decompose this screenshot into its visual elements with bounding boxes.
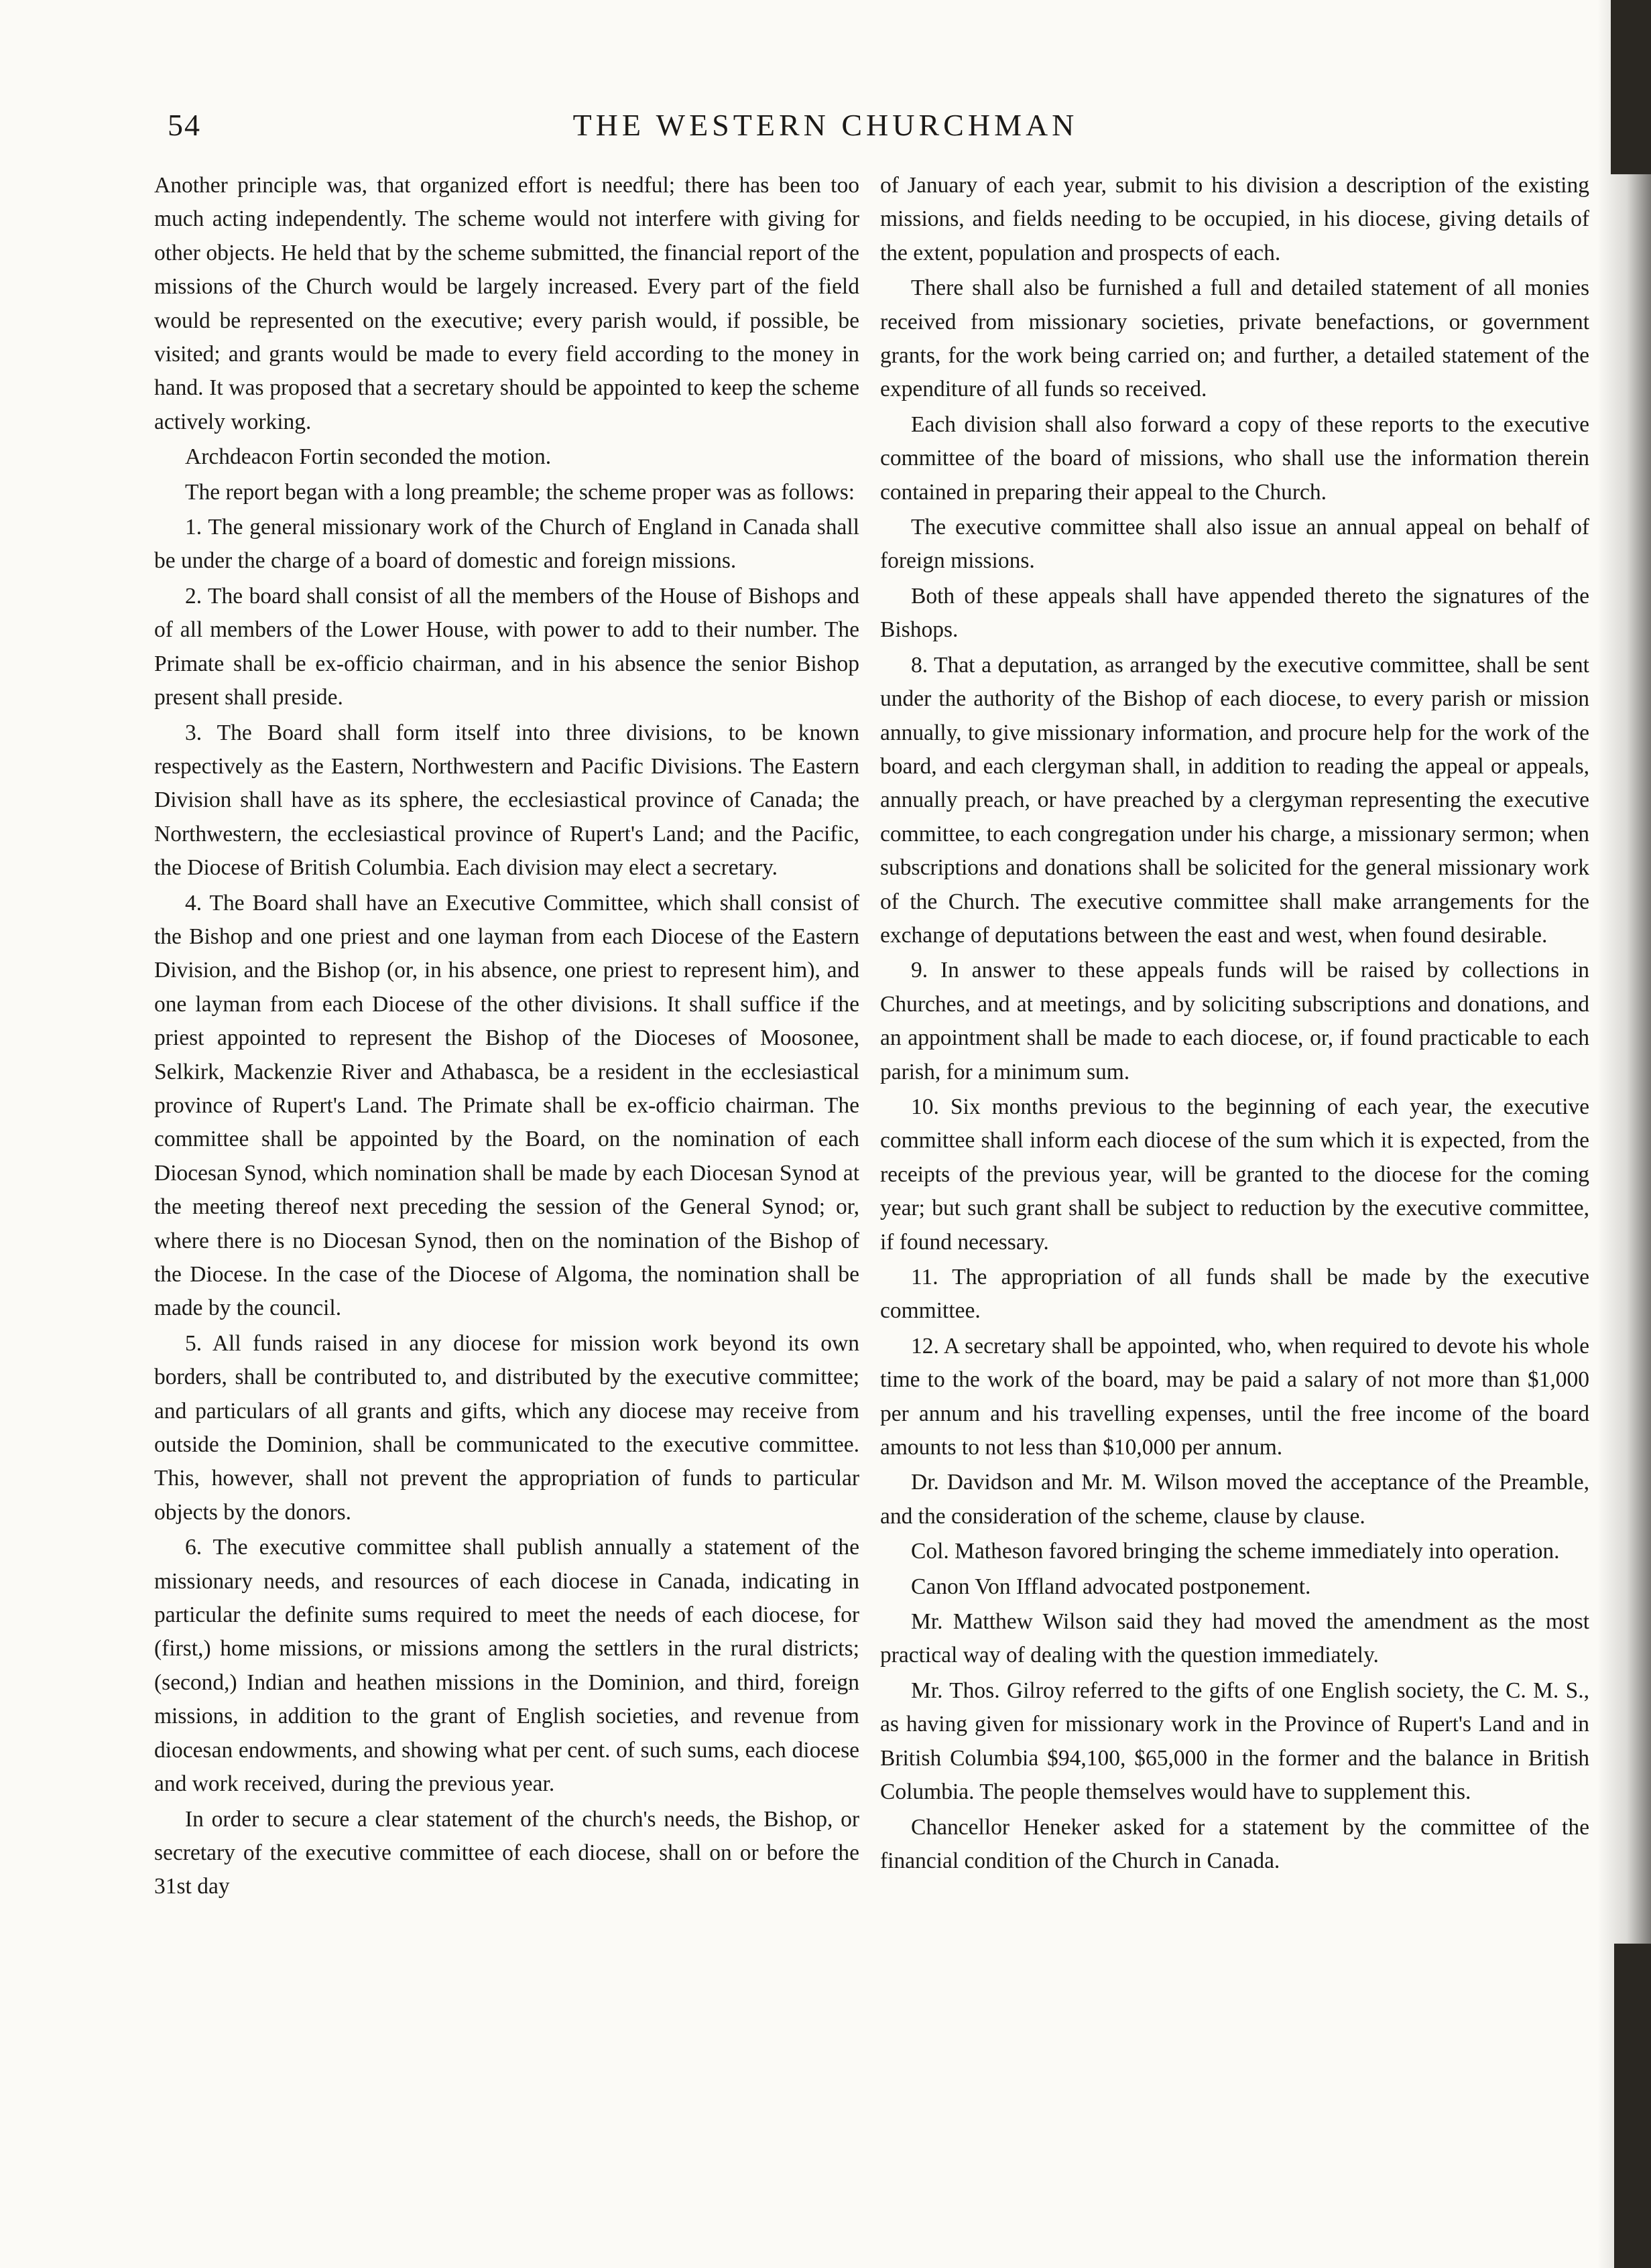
paragraph: Each division shall also forward a copy of these reports to the executive committee of the board of missions, who shall use the information therein contained in preparing their appeal to the Church. [880,412,1589,505]
paragraph: 4. The Board shall have an Executive Committee, which shall consist of the Bishop and one priest and one layman from each Diocese of the Eastern Division, and the Bishop (or, in his absence, one priest to represent him), and one layman from each Diocese of the other divisions. It shall suffice if the priest appointed to represent the Bishop of the Dioceses of Moosonee, Selkirk, Mackenzie River and Athabasca, be a resident in the ecclesiastical province of Rupert's Land. The Primate shall be ex-officio chairman. The committee shall be appointed by the Board, on the nomination of each Diocesan Synod, which nomination shall be made by each Diocesan Synod at the meeting thereof next preceding the session of the General Synod; or, where there is no Diocesan Synod, then on the nomination of the Bishop of the Diocese. In the case of the Diocese of Algoma, the nomination shall be made by the council. [154,890,859,1321]
paragraph: of January of each year, submit to his division a description of the existing missions, and fields needing to be occupied, in his diocese, giving details of the extent, population and prospects of each. [880,173,1589,265]
paragraph: 11. The appropriation of all funds shall be made by the executive committee. [880,1265,1589,1324]
paragraph: Chancellor Heneker asked for a statement by the committee of the financial condition of the Church in Canada. [880,1814,1589,1873]
paragraph: 2. The board shall consist of all the members of the House of Bishops and of all members of the Lower House, with power to add to their number. The Primate shall be ex-officio chairman, and in his absence the senior Bishop present shall preside. [154,583,859,710]
page-number: 54 [168,108,201,142]
paragraph: 6. The executive committee shall publish annually a statement of the missionary needs, and resources of each diocese in Canada, indicating in particular the definite sums required to meet the needs of each diocese, for (first,) home missions, or missions among the settlers in the rural districts; (second,) Indian and heathen missions in the Dominion, and third, foreign missions, in addition to the grant of English societies, and revenue from diocesan endowments, and showing what per cent. of such sums, each diocese and work received, during the previous year. [154,1535,859,1797]
paragraph: Both of these appeals shall have appended thereto the signatures of the Bishops. [880,583,1589,643]
left-column [154,169,859,2193]
scan-edge-dark-bottom [1614,1944,1651,2268]
paragraph: 8. That a deputation, as arranged by the executive committee, shall be sent under the authority of the Bishop of each diocese, to every parish or mission annually, to give missionary information, and procure help for the work of the board, and each clergyman shall, in addition to reading the appeal or appeals, annually preach, or have preached by a clergyman representing the executive committee, to each congregation under his charge, a missionary sermon; when subscriptions and donations shall be solicited for the general missionary work of the Church. The executive committee shall make arrangements for the exchange of deputations between the east and west, when found desirable. [880,652,1589,948]
paragraph: 1. The general missionary work of the Church of England in Canada shall be under the charge of a board of domestic and foreign missions. [154,515,859,574]
paragraph: Another principle was, that organized effort is needful; there has been too much acting independently. The scheme would not interfere with giving for other objects. He held that by the scheme submitted, the financial report of the missions of the Church would be largely increased. Every part of the field would be represented on the executive; every parish would, if possible, be visited; and grants would be made to every field according to the money in hand. It was proposed that a secretary should be appointed to keep the scheme actively working. [154,173,859,434]
paragraph: 5. All funds raised in any diocese for mission work beyond its own borders, shall be contributed to, and distributed by the executive committee; and particulars of all grants and gifts, which any diocese may receive from outside the Dominion, shall be communicated to the executive committee. This, however, shall not prevent the appropriation of funds to particular objects by the donors. [154,1330,859,1525]
paragraph: Col. Matheson favored bringing the scheme immediately into operation. [911,1539,1560,1564]
paragraph: In order to secure a clear statement of the church's needs, the Bishop, or secretary of the executive committee of each diocese, shall on or before the 31st day [154,1806,859,1899]
paragraph: There shall also be furnished a full and detailed statement of all monies received from missionary societies, private benefactions, or government grants, for the work being carried on; and further, a detailed statement of the expenditure of all funds so received. [880,275,1589,402]
right-column [880,169,1589,2193]
scan-edge-shadow [1597,0,1651,2268]
running-head-title: THE WESTERN CHURCHMAN [572,108,1079,142]
paragraph: The executive committee shall also issue an annual appeal on behalf of foreign missions. [880,515,1589,574]
paragraph: 10. Six months previous to the beginning of each year, the executive committee shall inform each diocese of the sum which it is expected, from the receipts of the previous year, will be granted to the diocese for the coming year; but such grant shall be subject to reduction by the executive committee, if found necessary. [880,1094,1589,1255]
paragraph: Dr. Davidson and Mr. M. Wilson moved the acceptance of the Preamble, and the consideration of the scheme, clause by clause. [880,1470,1589,1529]
paragraph: Mr. Matthew Wilson said they had moved the amendment as the most practical way of dealing with the question immediately. [880,1609,1589,1668]
paragraph: 3. The Board shall form itself into three divisions, to be known respectively as the Eastern, Northwestern and Pacific Divisions. The Eastern Division shall have as its sphere, the ecclesiastical province of Canada; the Northwestern, the ecclesiastical province of Rupert's Land; and the Pacific, the Diocese of British Columbia. Each division may elect a secretary. [154,720,859,881]
paragraph: 9. In answer to these appeals funds will be raised by collections in Churches, and at meetings, and by soliciting subscriptions and donations, and an appointment shall be made to each diocese, or, if found practicable to each parish, for a minimum sum. [880,958,1589,1084]
paragraph: 12. A secretary shall be appointed, who, when required to devote his whole time to the work of the board, may be paid a salary of not more than $1,000 per annum and his travelling expenses, until the free income of the board amounts to not less than $10,000 per annum. [880,1333,1589,1460]
scan-edge-dark-top [1611,0,1651,174]
paragraph: Archdeacon Fortin seconded the motion. [185,444,552,470]
paragraph: Canon Von Iffland advocated postponement. [911,1574,1311,1599]
paragraph: Mr. Thos. Gilroy referred to the gifts of one English society, the C. M. S., as having given for missionary work in the Province of Rupert's Land and in British Columbia $94,100, $65,000 in the former and the balance in British Columbia. The people themselves would have to supplement this. [880,1678,1589,1805]
paragraph: The report began with a long preamble; the scheme proper was as follows: [185,479,855,505]
